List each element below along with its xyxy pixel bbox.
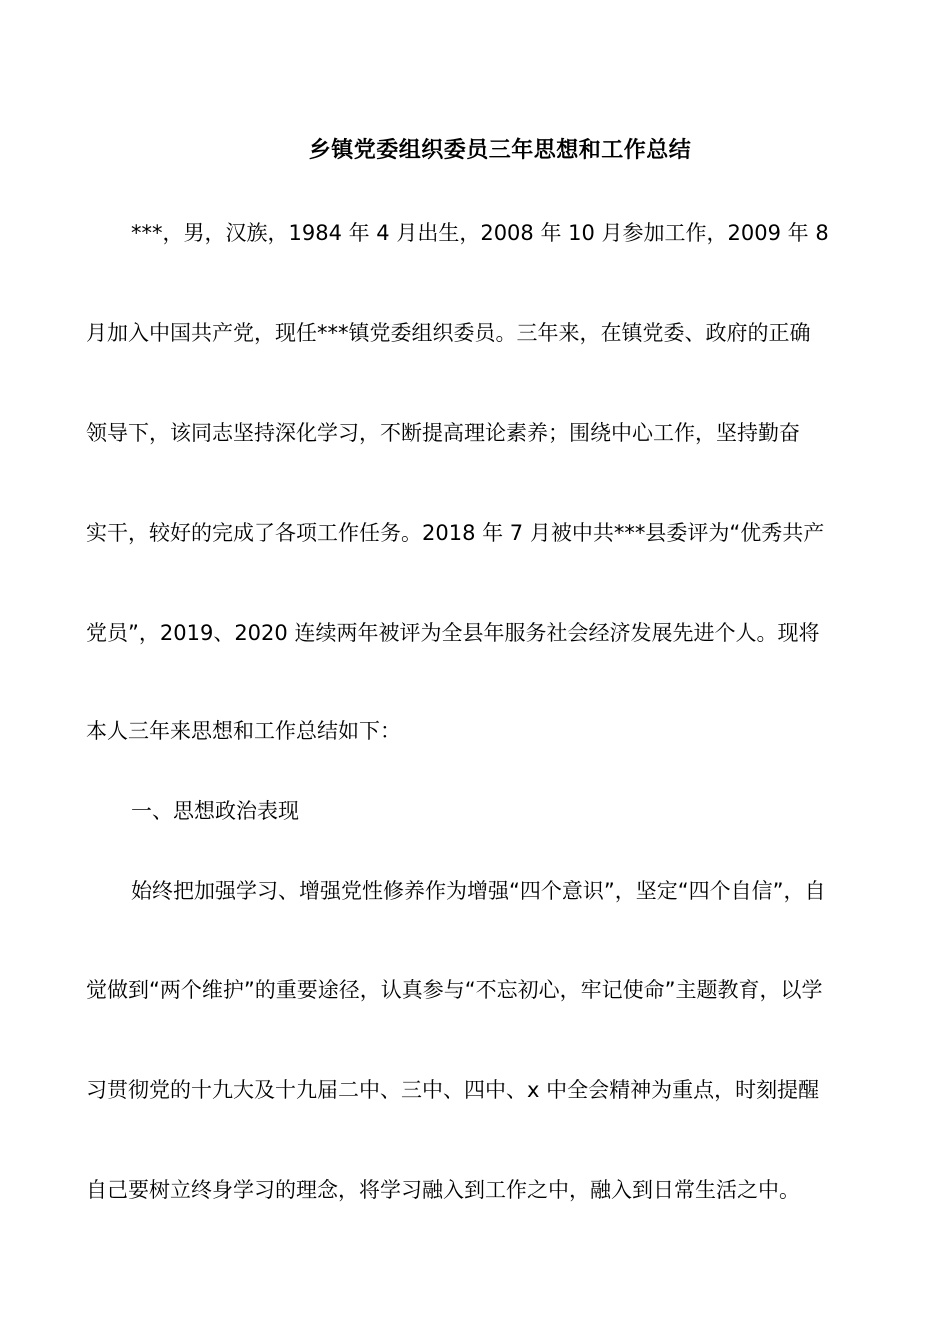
paragraph1-line-3: 领导下，该同志坚持深化学习，不断提高理论素养；围绕中心工作，坚持勤奋	[86, 421, 800, 445]
paragraph1-line-5: 党员”，2019、2020 连续两年被评为全县年服务社会经济发展先进个人。现将	[86, 621, 820, 645]
paragraph1-line-4: 实干，较好的完成了各项工作任务。2018 年 7 月被中共***县委评为“优秀共产	[86, 521, 825, 545]
paragraph2-line-4: 自己要树立终身学习的理念，将学习融入到工作之中，融入到日常生活之中。	[86, 1178, 800, 1202]
paragraph1-line-2: 月加入中国共产党，现任***镇党委组织委员。三年来，在镇党委、政府的正确	[86, 321, 811, 345]
paragraph2-line-2: 觉做到“两个维护”的重要途径，认真参与“不忘初心，牢记使命”主题教育，以学	[86, 978, 823, 1002]
paragraph2-line-1: 始终把加强学习、增强党性修养作为增强“四个意识”，坚定“四个自信”，自	[131, 879, 826, 903]
paragraph1-line-6: 本人三年来思想和工作总结如下：	[86, 719, 401, 743]
paragraph2-line-3: 习贯彻党的十九大及十九届二中、三中、四中、x 中全会精神为重点，时刻提醒	[86, 1078, 820, 1102]
paragraph1-line-1: ***，男，汉族，1984 年 4 月出生，2008 年 10 月参加工作，2009 年 8	[131, 221, 829, 245]
document-title: 乡镇党委组织委员三年思想和工作总结	[308, 138, 692, 163]
section1-heading: 一、思想政治表现	[131, 799, 299, 823]
